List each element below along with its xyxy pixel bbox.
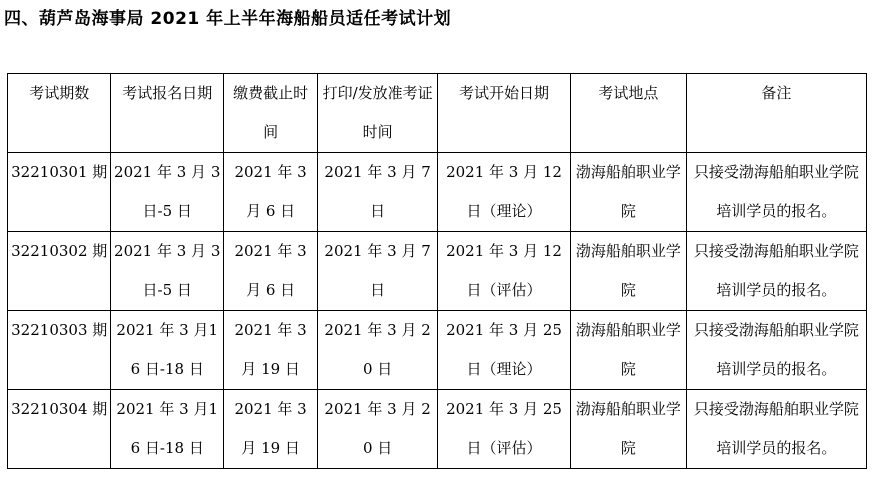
cell-registration-date: 2021 年 3 月 3 日-5 日 [111, 232, 224, 311]
cell-admission-ticket-time: 2021 年 3 月 20 日 [318, 311, 438, 390]
cell-payment-deadline: 2021 年 3 月 19 日 [224, 390, 318, 469]
cell-exam-location: 渤海船舶职业学院 [571, 153, 687, 232]
cell-payment-deadline: 2021 年 3 月 6 日 [224, 232, 318, 311]
cell-exam-session: 32210301 期 [8, 153, 111, 232]
cell-exam-session: 32210302 期 [8, 232, 111, 311]
table-row [8, 153, 867, 232]
header-exam-location: 考试地点 [571, 74, 687, 153]
cell-exam-session: 32210304 期 [8, 390, 111, 469]
header-admission-ticket-time: 打印/发放准考证时间 [318, 74, 438, 153]
cell-remarks: 只接受渤海船舶职业学院培训学员的报名。 [686, 232, 866, 311]
header-registration-date: 考试报名日期 [111, 74, 224, 153]
cell-admission-ticket-time: 2021 年 3 月 7 日 [318, 153, 438, 232]
header-payment-deadline: 缴费截止时间 [224, 74, 318, 153]
header-exam-session: 考试期数 [8, 74, 111, 153]
table-header-row [8, 74, 867, 153]
cell-exam-location: 渤海船舶职业学院 [571, 311, 687, 390]
exam-schedule-table [7, 73, 867, 469]
cell-admission-ticket-time: 2021 年 3 月 7 日 [318, 232, 438, 311]
header-remarks: 备注 [686, 74, 866, 153]
cell-registration-date: 2021 年 3 月 3 日-5 日 [111, 153, 224, 232]
cell-exam-start-date: 2021 年 3 月 25 日（评估） [437, 390, 570, 469]
cell-remarks: 只接受渤海船舶职业学院培训学员的报名。 [686, 311, 866, 390]
cell-registration-date: 2021 年 3 月16 日-18 日 [111, 390, 224, 469]
cell-exam-start-date: 2021 年 3 月 12 日（评估） [437, 232, 570, 311]
cell-exam-location: 渤海船舶职业学院 [571, 232, 687, 311]
cell-payment-deadline: 2021 年 3 月 6 日 [224, 153, 318, 232]
table-row [8, 232, 867, 311]
cell-admission-ticket-time: 2021 年 3 月 20 日 [318, 390, 438, 469]
cell-remarks: 只接受渤海船舶职业学院培训学员的报名。 [686, 390, 866, 469]
cell-remarks: 只接受渤海船舶职业学院培训学员的报名。 [686, 153, 866, 232]
cell-exam-location: 渤海船舶职业学院 [571, 390, 687, 469]
cell-registration-date: 2021 年 3 月16 日-18 日 [111, 311, 224, 390]
cell-payment-deadline: 2021 年 3 月 19 日 [224, 311, 318, 390]
table-row [8, 311, 867, 390]
header-exam-start-date: 考试开始日期 [437, 74, 570, 153]
cell-exam-start-date: 2021 年 3 月 12 日（理论） [437, 153, 570, 232]
cell-exam-start-date: 2021 年 3 月 25 日（理论） [437, 311, 570, 390]
section-heading: 四、葫芦岛海事局 2021 年上半年海船船员适任考试计划 [4, 9, 452, 29]
table-row [8, 390, 867, 469]
cell-exam-session: 32210303 期 [8, 311, 111, 390]
